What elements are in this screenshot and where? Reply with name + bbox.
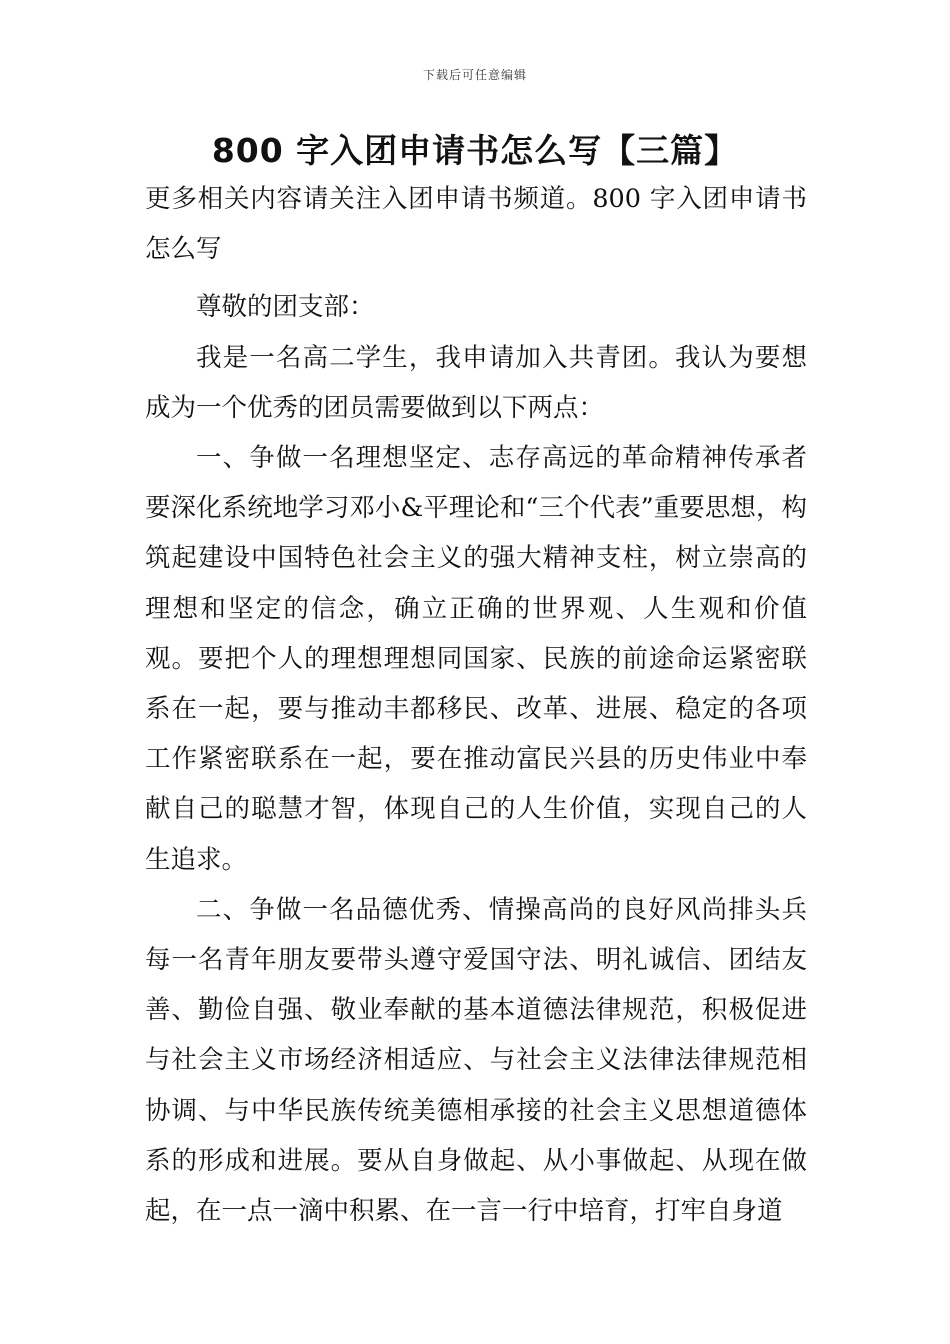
document-body [145, 174, 807, 1236]
intro-paragraph: 更多相关内容请关注入团申请书频道。800 字入团申请书怎么写 [145, 184, 807, 265]
paragraph-3: 二、争做一名品德优秀、情操高尚的良好风尚排头兵每一名青年朋友要带头遵守爱国守法、明礼诚信、团结友善、勤俭自强、敬业奉献的基本道德法律规范，积极促进与社会主义市场经济相适应、与社会主义法律法律规范相协调、与中华民族传统美德相承接的社会主义思想道德体系的形成和进展。要从自身做起、从小事做起、从现在做起，在一点一滴中积累、在一言一行中培育，打牢自身道 [145, 894, 807, 1227]
salutation: 尊敬的团支部： [196, 292, 375, 323]
paragraph-1: 我是一名高二学生，我申请加入共青团。我认为要想成为一个优秀的团员需要做到以下两点： [145, 342, 807, 423]
paragraph-2: 一、争做一名理想坚定、志存高远的革命精神传承者要深化系统地学习邓小&平理论和“三个代表”重要思想，构筑起建设中国特色社会主义的强大精神支柱，树立崇高的理想和坚定的信念，确立正确的世界观、人生观和价值观。要把个人的理想理想同国家、民族的前途命运紧密联系在一起，要与推动丰都移民、改革、进展、稳定的各项工作紧密联系在一起，要在推动富民兴县的历史伟业中奉献自己的聪慧才智，体现自己的人生价值，实现自己的人生追求。 [145, 443, 807, 875]
document-title: 800 字入团申请书怎么写【三篇】 [211, 131, 739, 170]
header-note: 下载后可任意编辑 [422, 68, 527, 82]
